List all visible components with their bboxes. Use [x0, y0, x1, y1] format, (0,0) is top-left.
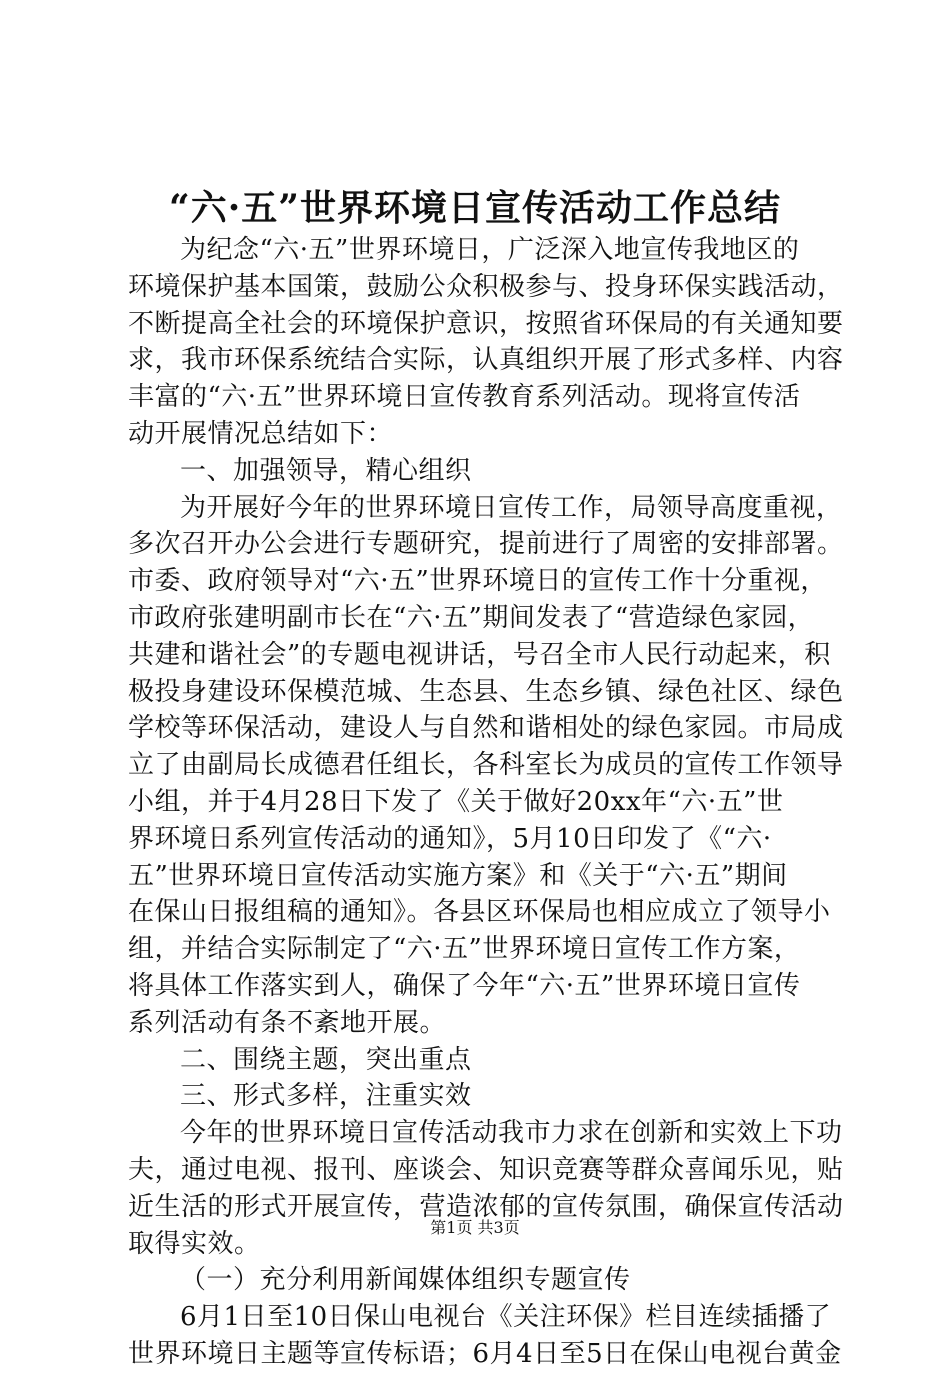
paragraph-line: 五”世界环境日宣传活动实施方案》和《关于“六·五”期间 — [128, 860, 788, 891]
paragraph-line: 在保山日报组稿的通知》。各县区环保局也相应成立了领导小 — [128, 897, 831, 928]
paragraph-line: 界环境日系列宣传活动的通知》，5月10日印发了《“六· — [128, 823, 772, 854]
section-heading: 二、围绕主题，突出重点 — [180, 1044, 472, 1075]
paragraph-line: 共建和谐社会”的专题电视讲话，号召全市人民行动起来，积 — [128, 639, 831, 670]
paragraph-line: 小组，并于4月28日下发了《关于做好20xx年“六·五”世 — [128, 786, 784, 817]
paragraph-line: 夫，通过电视、报刊、座谈会、知识竞赛等群众喜闻乐见，贴 — [128, 1154, 844, 1185]
paragraph-line: 环境保护基本国策，鼓励公众积极参与、投身环保实践活动， — [128, 271, 844, 302]
paragraph-line: 动开展情况总结如下： — [128, 418, 394, 449]
document-title: “六·五”世界环境日宣传活动工作总结 — [169, 187, 781, 229]
paragraph-line: 市政府张建明副市长在“六·五”期间发表了“营造绿色家园， — [128, 602, 815, 633]
paragraph-line: 市委、政府领导对“六·五”世界环境日的宣传工作十分重视， — [128, 566, 827, 597]
section-heading: 三、形式多样，注重实效 — [180, 1081, 472, 1112]
paragraph-line: 系列活动有条不紊地开展。 — [128, 1007, 447, 1038]
paragraph-line: 今年的世界环境日宣传活动我市力求在创新和实效上下功 — [180, 1118, 843, 1149]
paragraph-line: 立了由副局长成德君任组长，各科室长为成员的宣传工作领导 — [128, 750, 844, 781]
paragraph-line: 将具体工作落实到人，确保了今年“六·五”世界环境日宣传 — [128, 970, 801, 1001]
page-number-footer: 第1页 共3页 — [430, 1218, 520, 1237]
document-body — [128, 232, 844, 1373]
paragraph-line: 多次召开办公会进行专题研究，提前进行了周密的安排部署。 — [128, 529, 844, 560]
paragraph-line: 求，我市环保系统结合实际，认真组织开展了形式多样、内容 — [128, 345, 844, 376]
paragraph-line: 组，并结合实际制定了“六·五”世界环境日宣传工作方案， — [128, 934, 801, 965]
paragraph-line: 6月1日至10日保山电视台《关注环保》栏目连续插播了 — [180, 1302, 832, 1333]
paragraph-line: 取得实效。 — [128, 1228, 261, 1259]
paragraph-line: 丰富的“六·五”世界环境日宣传教育系列活动。现将宣传活 — [128, 382, 801, 413]
paragraph-line: 学校等环保活动，建设人与自然和谐相处的绿色家园。市局成 — [128, 713, 844, 744]
subsection-heading: （一）充分利用新闻媒体组织专题宣传 — [180, 1265, 631, 1296]
paragraph-line: 近生活的形式开展宣传，营造浓郁的宣传氛围，确保宣传活动 — [128, 1191, 844, 1222]
paragraph-line: 不断提高全社会的环境保护意识，按照省环保局的有关通知要 — [128, 308, 844, 339]
paragraph-line: 世界环境日主题等宣传标语；6月4日至5日在保山电视台黄金 — [128, 1338, 842, 1369]
paragraph-line: 极投身建设环保模范城、生态县、生态乡镇、绿色社区、绿色 — [128, 676, 844, 707]
paragraph-line: 为开展好今年的世界环境日宣传工作，局领导高度重视， — [180, 492, 843, 523]
section-heading: 一、加强领导，精心组织 — [180, 455, 472, 486]
paragraph-line: 为纪念“六·五”世界环境日，广泛深入地宣传我地区的 — [180, 235, 800, 265]
